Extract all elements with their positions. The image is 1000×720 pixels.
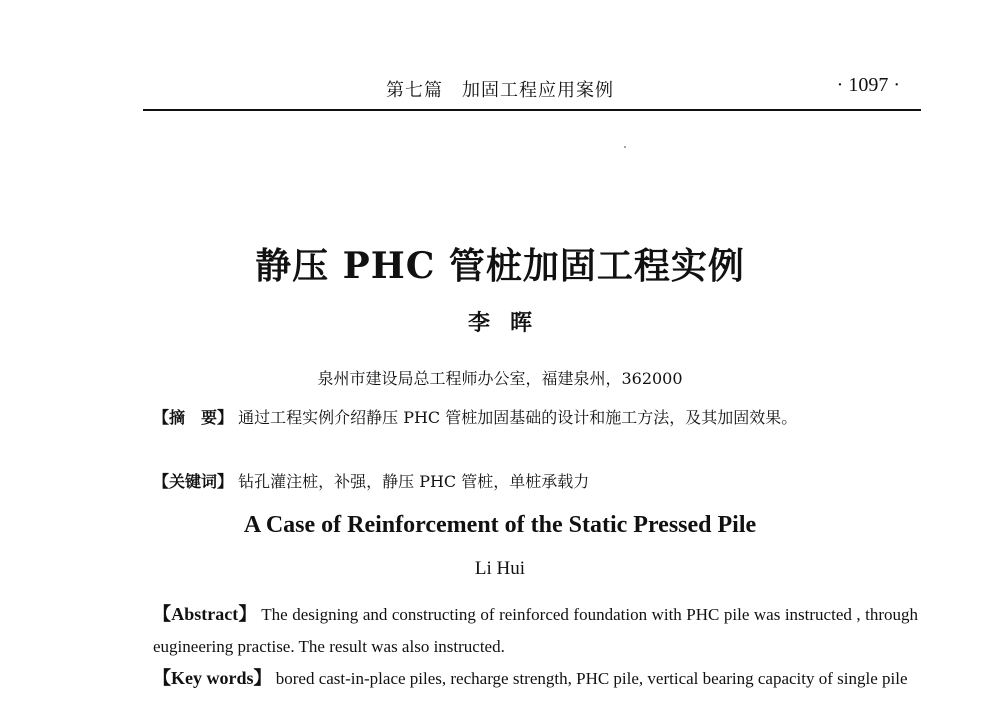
abstract-chinese-text: 通过工程实例介绍静压 PHC 管桩加固基础的设计和施工方法，及其加固效果。 [238, 408, 798, 427]
abstract-english-text: The designing and constructing of reinforced foundation with PHC pile was instructed , through eugineering practise. The result was also instructed. [153, 605, 919, 656]
keywords-chinese-label: 【关键词】 [153, 472, 234, 491]
header-rule [143, 109, 921, 111]
keywords-english-label: 【Key words】 [153, 668, 272, 688]
keywords-english-text: bored cast-in-place piles, recharge strength, PHC pile, vertical bearing capacity of single pile [275, 669, 908, 688]
scan-speck [624, 146, 626, 148]
title-chinese: 静压 PHC 管桩加固工程实例 [255, 245, 745, 287]
abstract-english-label: 【Abstract】 [153, 604, 257, 624]
abstract-chinese [153, 402, 918, 434]
page-number: · 1097 · [836, 74, 900, 96]
abstract-english [153, 598, 918, 663]
abstract-chinese-label: 【摘 要】 [153, 408, 234, 427]
keywords-chinese [153, 466, 918, 498]
affiliation-chinese: 泉州市建设局总工程师办公室，福建泉州，362000 [317, 369, 683, 388]
keywords-chinese-text: 钻孔灌注桩，补强，静压 PHC 管桩，单桩承载力 [238, 472, 590, 491]
running-title: 第七篇 加固工程应用案例 [386, 80, 614, 101]
author-chinese: 李晖 [467, 310, 552, 336]
keywords-english [153, 662, 918, 695]
title-english: A Case of Reinforcement of the Static Pressed Pile [243, 512, 757, 538]
author-english: Li Hui [474, 558, 526, 579]
